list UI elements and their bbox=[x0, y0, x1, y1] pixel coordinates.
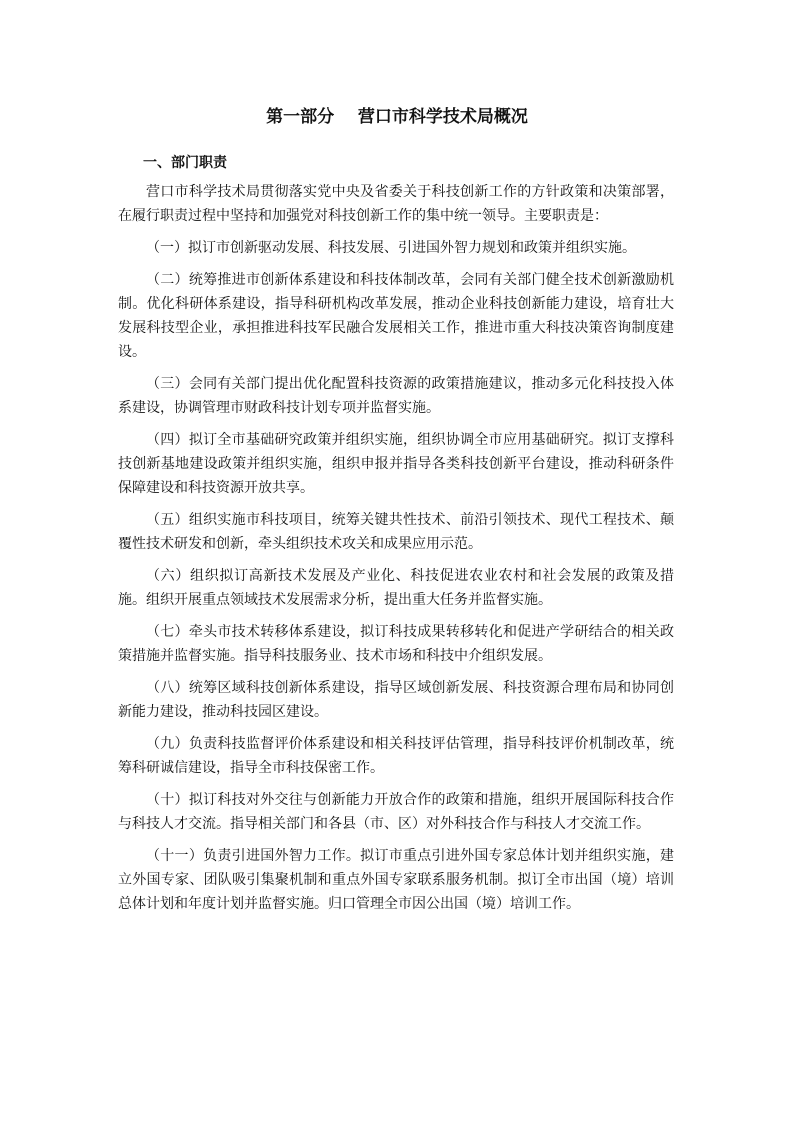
duty-item-11: （十一）负责引进国外智力工作。拟订市重点引进外国专家总体计划并组织实施，建立外国专家、团队吸引集聚机制和重点外国专家联系服务机制。拟订全市出国（境）培训总体计划和年度计划并监督实施。归口管理全市因公出国（境）培训工作。 bbox=[118, 848, 674, 912]
duty-item-3: （三）会同有关部门提出优化配置科技资源的政策措施建议，推动多元化科技投入体系建设，协调管理市财政科技计划专项并监督实施。 bbox=[118, 376, 674, 416]
page-title: 第一部分 营口市科学技术局概况 bbox=[266, 107, 528, 127]
duty-item-5: （五）组织实施市科技项目，统筹关键共性技术、前沿引领技术、现代工程技术、颠覆性技术研发和创新，牵头组织技术攻关和成果应用示范。 bbox=[118, 512, 674, 552]
section-heading: 一、部门职责 bbox=[143, 155, 227, 171]
document-body bbox=[118, 180, 674, 924]
duty-item-1: （一）拟订市创新驱动发展、科技发展、引进国外智力规划和政策并组织实施。 bbox=[146, 240, 636, 256]
duty-item-4: （四）拟订全市基础研究政策并组织实施，组织协调全市应用基础研究。拟订支撑科技创新基地建设政策并组织实施，组织申报并指导各类科技创新平台建设，推动科研条件保障建设和科技资源开放共享。 bbox=[118, 432, 674, 496]
duty-item-10: （十）拟订科技对外交往与创新能力开放合作的政策和措施，组织开展国际科技合作与科技人才交流。指导相关部门和各县（市、区）对外科技合作与科技人才交流工作。 bbox=[118, 792, 674, 832]
duty-item-6: （六）组织拟订高新技术发展及产业化、科技促进农业农村和社会发展的政策及措施。组织开展重点领域技术发展需求分析，提出重大任务并监督实施。 bbox=[118, 568, 674, 608]
duty-item-2: （二）统筹推进市创新体系建设和科技体制改革，会同有关部门健全技术创新激励机制。优化科研体系建设，指导科研机构改革发展，推动企业科技创新能力建设，培育壮大发展科技型企业，承担推进科技军民融合发展相关工作，推进市重大科技决策咨询制度建设。 bbox=[118, 272, 674, 360]
duty-item-9: （九）负责科技监督评价体系建设和相关科技评估管理，指导科技评价机制改革，统筹科研诚信建设，指导全市科技保密工作。 bbox=[118, 736, 674, 776]
duty-item-7: （七）牵头市技术转移体系建设，拟订科技成果转移转化和促进产学研结合的相关政策措施并监督实施。指导科技服务业、技术市场和科技中介组织发展。 bbox=[118, 624, 674, 664]
duty-item-8: （八）统筹区域科技创新体系建设，指导区域创新发展、科技资源合理布局和协同创新能力建设，推动科技园区建设。 bbox=[118, 680, 674, 720]
intro-paragraph: 营口市科学技术局贯彻落实党中央及省委关于科技创新工作的方针政策和决策部署，在履行职责过程中坚持和加强党对科技创新工作的集中统一领导。主要职责是： bbox=[118, 184, 674, 224]
